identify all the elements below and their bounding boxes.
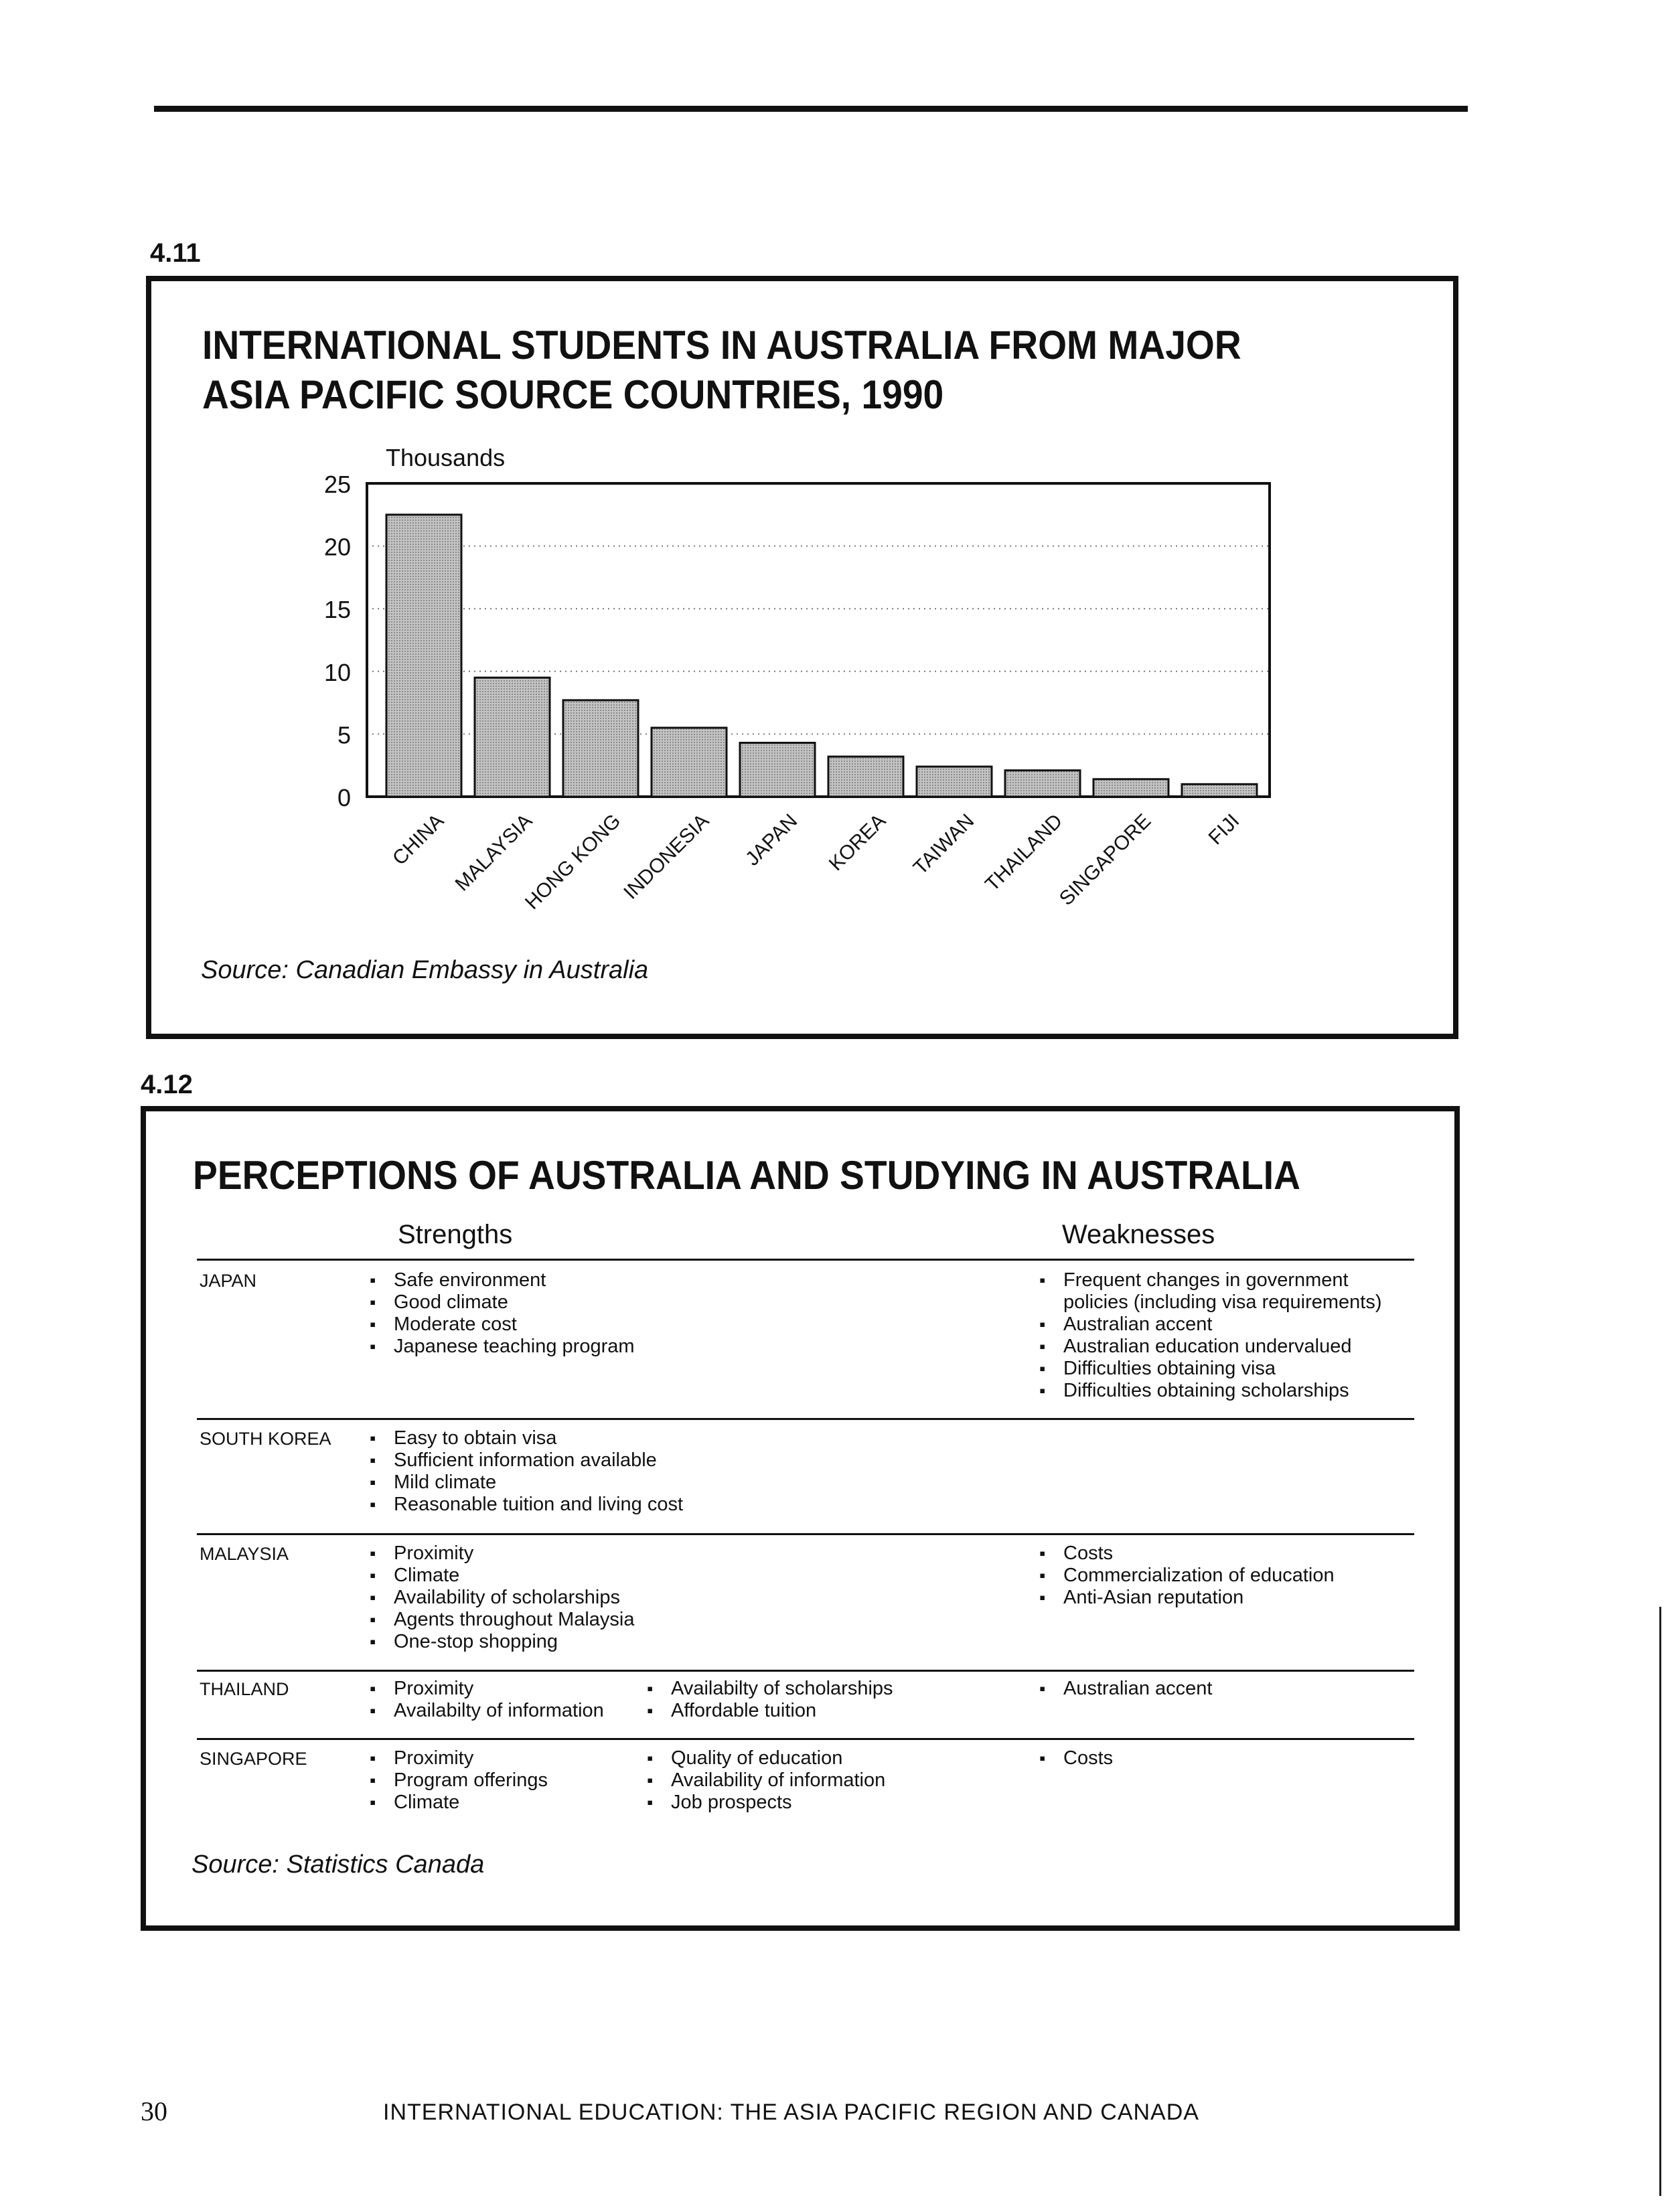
list-item: ▪ Climate <box>367 1792 548 1814</box>
list-item: ▪ Japanese teaching program <box>367 1336 635 1358</box>
x-tick-label: MALAYSIA <box>451 809 537 896</box>
japan-strengths <box>367 1269 635 1358</box>
list-item: ▪ Climate <box>367 1565 635 1587</box>
list-item: ▪ Commercialization of education <box>1037 1565 1335 1587</box>
x-tick-label: INDONESIA <box>619 809 714 904</box>
list-item: ▪ Mild climate <box>367 1472 683 1494</box>
list-item: ▪ Costs <box>1037 1747 1113 1769</box>
list-item: ▪ Australian education undervalued <box>1037 1336 1412 1358</box>
list-item: ▪ Australian accent <box>1037 1314 1412 1336</box>
thailand-strengths-col-2 <box>644 1678 893 1722</box>
list-item: ▪ Affordable tuition <box>644 1700 893 1722</box>
list-item: ▪ Frequent changes in government policies (including visa requirements) <box>1037 1269 1412 1314</box>
running-head: INTERNATIONAL EDUCATION: THE ASIA PACIFIC REGION AND CANADA <box>383 2100 1199 2125</box>
list-item: ▪ Availabilty of scholarships <box>644 1678 893 1700</box>
south-korea-strengths <box>367 1427 683 1516</box>
list-item: ▪ Anti-Asian reputation <box>1037 1587 1335 1609</box>
row-rule <box>197 1738 1414 1740</box>
bar <box>740 743 815 797</box>
malaysia-strengths <box>367 1543 635 1653</box>
list-item: ▪ Good climate <box>367 1291 635 1314</box>
list-item: ▪ Costs <box>1037 1543 1335 1565</box>
chart-title-line-2: ASIA PACIFIC SOURCE COUNTRIES, 1990 <box>202 372 944 417</box>
table-source: Source: Statistics Canada <box>192 1850 485 1879</box>
row-rule <box>197 1533 1414 1535</box>
list-item: ▪ Moderate cost <box>367 1314 635 1336</box>
y-axis-label: Thousands <box>386 444 506 471</box>
list-item: ▪ Job prospects <box>644 1792 885 1814</box>
list-item: ▪ Agents throughout Malaysia <box>367 1609 635 1631</box>
list-item: ▪ One-stop shopping <box>367 1631 635 1653</box>
list-item: ▪ Difficulties obtaining visa <box>1037 1358 1412 1380</box>
singapore-strengths-col-1 <box>367 1747 548 1814</box>
list-item: ▪ Availability of scholarships <box>367 1587 635 1609</box>
bar <box>563 700 638 797</box>
y-tick-label: 10 <box>323 658 351 686</box>
malaysia-weaknesses <box>1037 1543 1335 1609</box>
country-japan: JAPAN <box>200 1271 257 1291</box>
x-tick-label: HONG KONG <box>520 809 625 914</box>
y-tick-label: 5 <box>337 721 351 749</box>
x-tick-label: CHINA <box>388 809 449 870</box>
y-tick-label: 25 <box>323 471 351 498</box>
list-item: ▪ Availability of information <box>644 1769 885 1792</box>
strengths-header: Strengths <box>398 1220 513 1249</box>
y-tick-label: 0 <box>337 784 351 811</box>
x-tick-label: FIJI <box>1204 809 1244 850</box>
bar <box>1005 771 1080 797</box>
header-rule <box>197 1259 1414 1261</box>
bar <box>917 767 992 797</box>
thailand-weaknesses <box>1037 1678 1212 1700</box>
weaknesses-header: Weaknesses <box>1062 1220 1215 1249</box>
page-number: 30 <box>141 2096 167 2126</box>
list-item: ▪ Program offerings <box>367 1769 548 1792</box>
x-tick-label: SINGAPORE <box>1055 809 1156 911</box>
list-item: ▪ Reasonable tuition and living cost <box>367 1494 683 1516</box>
list-item: ▪ Difficulties obtaining scholarships <box>1037 1380 1412 1402</box>
list-item: ▪ Sufficient information available <box>367 1449 683 1472</box>
japan-weaknesses <box>1037 1269 1412 1402</box>
bar <box>386 515 461 797</box>
y-tick-label: 20 <box>323 533 351 561</box>
list-item: ▪ Proximity <box>367 1747 548 1769</box>
row-rule <box>197 1418 1414 1420</box>
list-item: ▪ Proximity <box>367 1543 635 1565</box>
x-tick-label: TAIWAN <box>909 809 979 880</box>
x-tick-label: JAPAN <box>741 809 802 870</box>
bar-chart <box>0 0 1666 1044</box>
figure-number-4-11: 4.11 <box>150 238 201 268</box>
figure-number-4-12: 4.12 <box>141 1070 193 1099</box>
chart-source: Source: Canadian Embassy in Australia <box>201 956 649 984</box>
singapore-weaknesses <box>1037 1747 1113 1769</box>
country-malaysia: MALAYSIA <box>200 1544 289 1564</box>
singapore-strengths-col-2 <box>644 1747 885 1814</box>
list-item: ▪ Safe environment <box>367 1269 635 1291</box>
list-item: ▪ Australian accent <box>1037 1678 1212 1700</box>
y-tick-label: 15 <box>323 596 351 624</box>
list-item: ▪ Quality of education <box>644 1747 885 1769</box>
chart-title-line-1: INTERNATIONAL STUDENTS IN AUSTRALIA FROM MAJOR <box>202 323 1241 368</box>
bar <box>828 757 903 797</box>
country-south-korea: SOUTH KOREA <box>200 1429 331 1449</box>
country-thailand: THAILAND <box>200 1679 289 1699</box>
row-rule <box>197 1670 1414 1672</box>
list-item: ▪ Availabilty of information <box>367 1700 604 1722</box>
country-singapore: SINGAPORE <box>200 1749 307 1769</box>
x-tick-label: THAILAND <box>981 809 1067 896</box>
table-title: PERCEPTIONS OF AUSTRALIA AND STUDYING IN AUSTRALIA <box>193 1153 1300 1198</box>
list-item: ▪ Easy to obtain visa <box>367 1427 683 1449</box>
x-tick-label: KOREA <box>824 809 891 876</box>
bar <box>1182 784 1257 797</box>
thailand-strengths-col-1 <box>367 1678 604 1722</box>
bar <box>1093 779 1168 797</box>
bar <box>475 678 550 797</box>
scan-edge <box>1659 1607 1661 2196</box>
list-item: ▪ Proximity <box>367 1678 604 1700</box>
bar <box>652 728 727 797</box>
